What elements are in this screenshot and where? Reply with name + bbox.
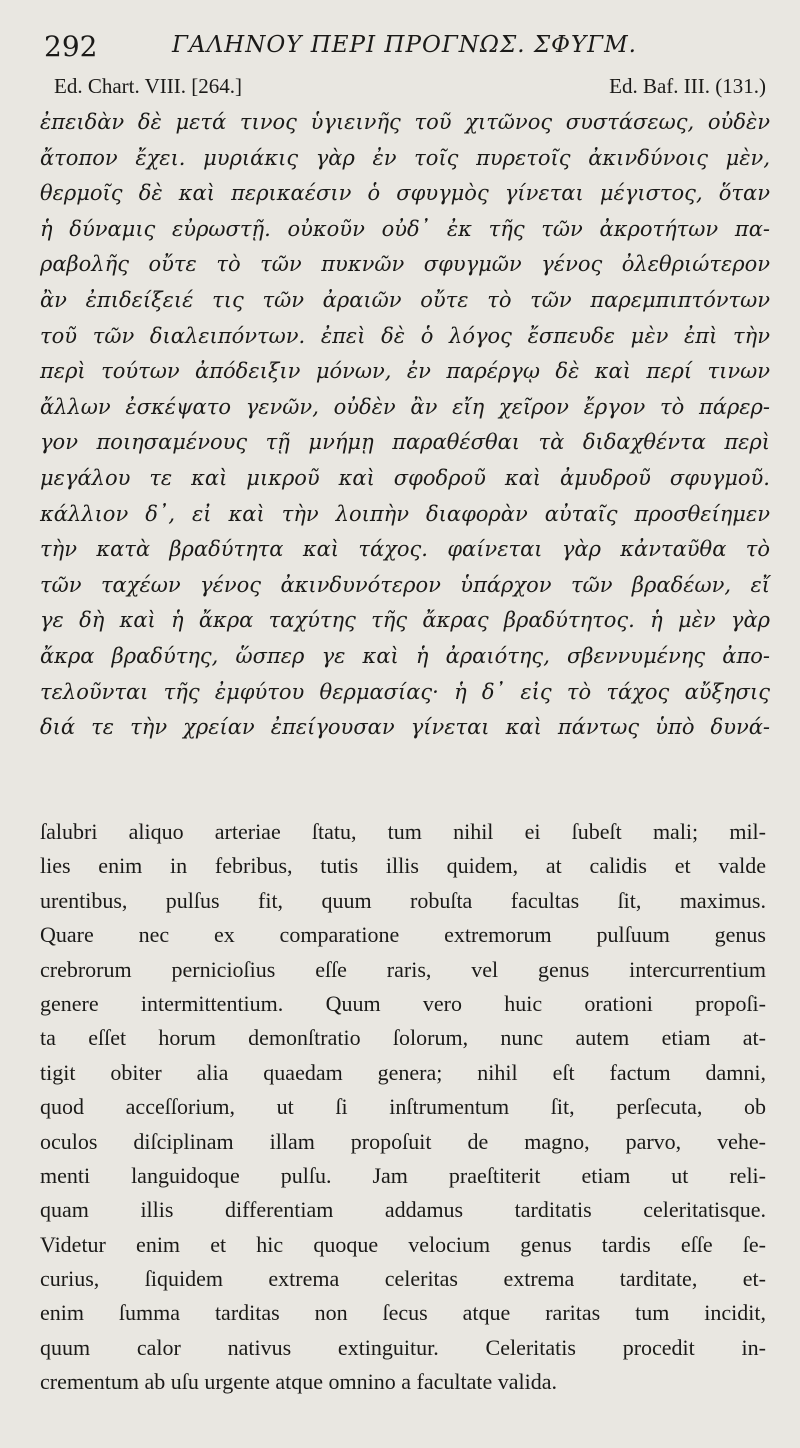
greek-line: ραβολῆς οὔτε τὸ τῶν πυκνῶν σφυγμῶν γένος ὀλεθριώτερον (40, 252, 770, 277)
greek-line: ἄκρα βραδύτης, ὥσπερ γε καὶ ἡ ἀραιότης, σβεννυμένης ἀπο- (40, 643, 770, 668)
latin-line: enim ſumma tarditas non ſecus atque raritas tum incidit, (40, 1300, 766, 1326)
latin-line: Quare nec ex comparatione extremorum pulſuum genus (40, 922, 766, 948)
latin-line: quam illis differentiam addamus tarditatis celeritatisque. (40, 1197, 766, 1223)
edition-chart-reference: Ed. Chart. VIII. [264.] (54, 74, 242, 98)
greek-line: περὶ τούτων ἀπόδειξιν μόνων, ἐν παρέργῳ δὲ καὶ περί τινων (40, 359, 770, 384)
greek-line: γε δὴ καὶ ἡ ἄκρα ταχύτης τῆς ἄκρας βραδύτητος. ἡ μὲν γὰρ (40, 608, 770, 633)
edition-references (54, 74, 766, 104)
latin-line: urentibus, pulſus fit, quum robuſta facultas ſit, maximus. (40, 887, 766, 913)
greek-line: κάλλιον δ᾽, εἰ καὶ τὴν λοιπὴν διαφορὰν αὐταῖς προσθείημεν (40, 501, 770, 526)
greek-line: ἂν ἐπιδείξειέ τις τῶν ἀραιῶν οὔτε τὸ τῶν παρεμπιπτόντων (40, 287, 770, 312)
greek-line: τῶν ταχέων γένος ἀκινδυνότερον ὑπάρχον τῶν βραδέων, εἴ (40, 572, 770, 597)
latin-line: genere intermittentium. Quum vero huic orationi propoſi- (40, 990, 766, 1016)
latin-line: quod acceſſorium, ut ſi inſtrumentum ſit, perſecuta, ob (40, 1094, 766, 1120)
edition-basel-reference: Ed. Baf. III. (131.) (609, 74, 766, 98)
greek-line: τοῦ τῶν διαλειπόντων. ἐπεὶ δὲ ὁ λόγος ἔσπευδε μὲν ἐπὶ τὴν (40, 323, 770, 348)
greek-line: γον ποιησαμένους τῇ μνήμῃ παραθέσθαι τὰ διδαχθέντα περὶ (40, 430, 770, 455)
latin-line: curius, ſiquidem extrema celeritas extrema tarditate, et- (40, 1266, 766, 1292)
latin-line: lies enim in febribus, tutis illis quidem, at calidis et valde (40, 853, 766, 879)
running-title: ΓΑΛΗΝΟΥ ΠΕΡΙ ΠΡΟΓΝΩΣ. ΣΦΥΓΜ. (172, 32, 637, 58)
latin-line: tigit obiter alia quaedam genera; nihil eſt factum damni, (40, 1059, 766, 1085)
greek-line: μεγάλου τε καὶ μικροῦ καὶ σφοδροῦ καὶ ἀμυδροῦ σφυγμοῦ. (40, 465, 770, 490)
greek-line: ἐπειδὰν δὲ μετά τινος ὑγιεινῆς τοῦ χιτῶνος συστάσεως, οὐδὲν (40, 110, 770, 134)
greek-line: τὴν κατὰ βραδύτητα καὶ τάχος. φαίνεται γὰρ κἀνταῦθα τὸ (40, 537, 770, 562)
latin-text (40, 815, 766, 1400)
greek-line: τελοῦνται τῆς ἐμφύτου θερμασίας· ἡ δ᾽ εἰς τὸ τάχος αὔξησις (40, 679, 770, 704)
greek-text (40, 105, 770, 746)
greek-line: διά τε τὴν χρείαν ἐπείγουσαν γίνεται καὶ πάντως ὑπὸ δυνά- (40, 715, 770, 740)
greek-line: ἡ δύναμις εὐρωστῇ. οὐκοῦν οὐδ᾽ ἐκ τῆς τῶν ἀκροτήτων πα- (40, 216, 770, 241)
greek-line: ἄτοπον ἔχει. μυριάκις γὰρ ἐν τοῖς πυρετοῖς ἀκινδύνοις μὲν, (40, 145, 770, 170)
latin-line: Videtur enim et hic quoque velocium genus tardis eſſe ſe- (40, 1231, 766, 1257)
latin-line: menti languidoque pulſu. Jam praeſtiterit etiam ut reli- (40, 1162, 766, 1188)
latin-line: crebrorum pernicioſius eſſe raris, vel genus intercurrentium (40, 956, 766, 982)
latin-line: oculos diſciplinam illam propoſuit de magno, parvo, vehe- (40, 1128, 766, 1154)
page-header (44, 28, 766, 68)
latin-line: quum calor nativus extinguitur. Celeritatis procedit in- (40, 1334, 766, 1360)
latin-line: crementum ab uſu urgente atque omnino a facultate valida. (40, 1369, 558, 1395)
latin-line: ſalubri aliquo arteriae ſtatu, tum nihil ei ſubeſt mali; mil- (40, 819, 766, 844)
greek-line: ἄλλων ἐσκέψατο γενῶν, οὐδὲν ἂν εἴη χεῖρον ἔργον τὸ πάρερ- (40, 394, 770, 419)
greek-line: θερμοῖς δὲ καὶ περικαέσιν ὁ σφυγμὸς γίνεται μέγιστος, ὅταν (40, 181, 770, 206)
page-number: 292 (44, 30, 98, 63)
latin-line: ta eſſet horum demonſtratio ſolorum, nunc autem etiam at- (40, 1025, 766, 1051)
